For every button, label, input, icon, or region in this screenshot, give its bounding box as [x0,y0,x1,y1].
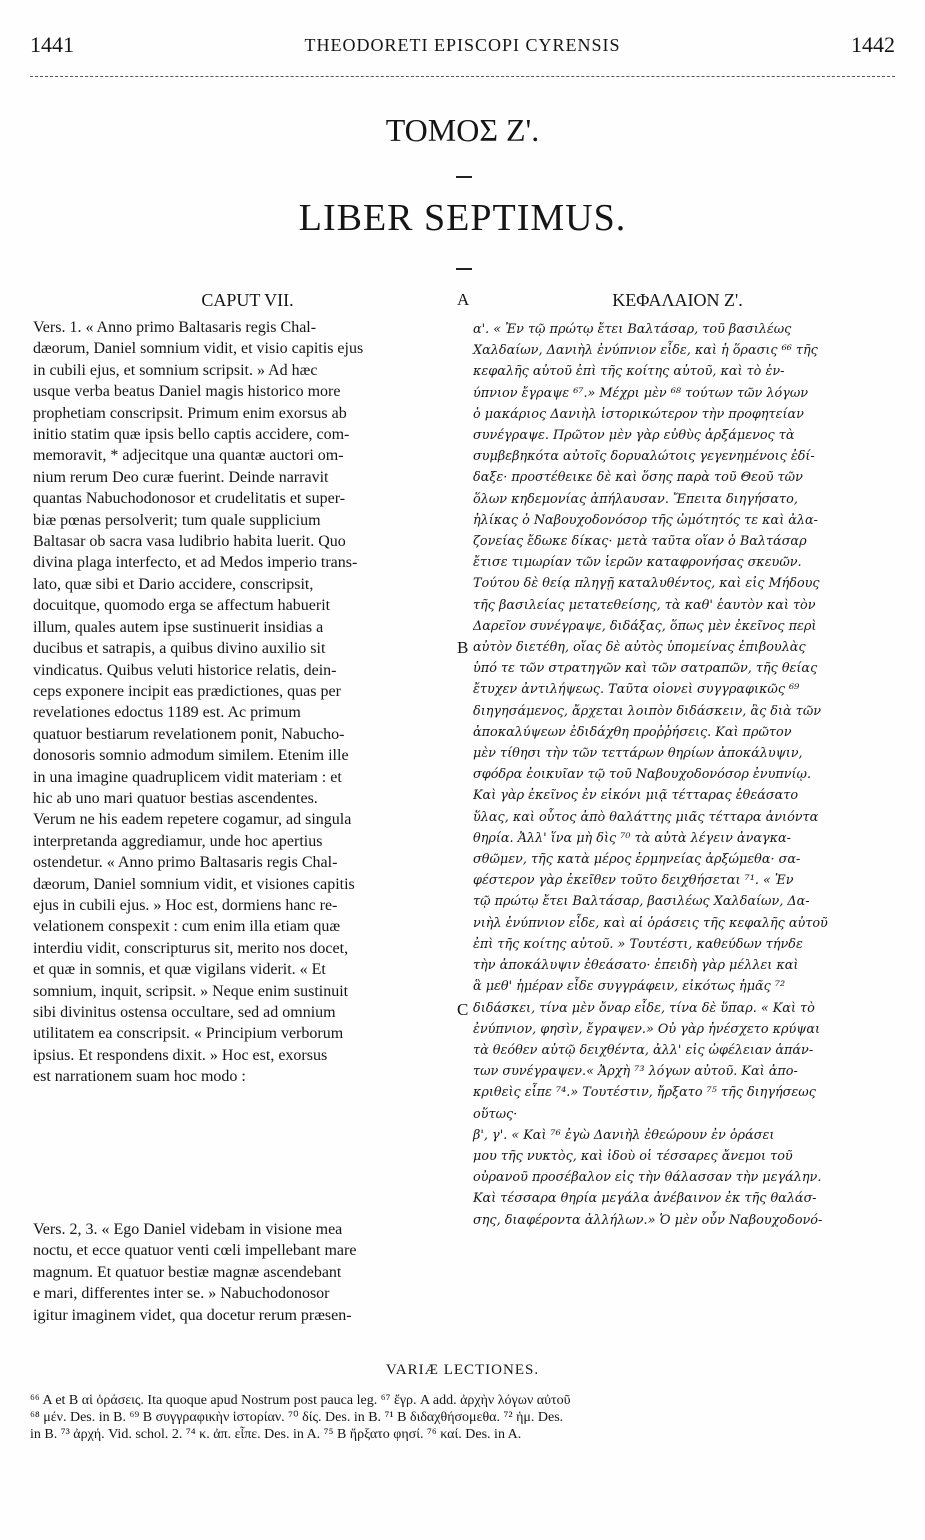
latin-text-line: somnium, inquit, scripsit. » Neque enim sustinuit [33,982,349,1000]
greek-text-line: ἡλίκας ὁ Ναβουχοδονόσορ τῆς ὠμότητός τε καὶ ἀλα- [473,512,818,528]
latin-text-line: quatuor bestiarum revelationem ponit, Nabucho- [33,725,345,743]
latin-text-line: ostendetur. « Anno primo Baltasaris regis Chal- [33,854,338,872]
latin-text-line: in cubili ejus, et somnium scripsit. » Ad hæc [33,361,318,379]
latin-text-line: Vers. 2, 3. « Ego Daniel videbam in visione mea [33,1221,343,1238]
greek-text-line: μὲν τίθησι τὴν τῶν τεττάρων θηρίων ἀποκάλυψιν, [473,746,803,762]
greek-text-line: των συνέγραψεν.« Ἀρχὴ ⁷³ λόγων αὐτοῦ. Καὶ ἀπο- [473,1064,798,1080]
greek-text-line: Τούτου δὲ θείᾳ πληγῇ καταλυθέντος, καὶ εἰς Μήδους [473,576,820,592]
running-header [30,32,895,60]
title-dash [456,176,472,178]
latin-text-line: est narrationem suam hoc modo : [33,1068,246,1086]
note-line: in B. ⁷³ ἀρχή. Vid. schol. 2. ⁷⁴ κ. ἀπ. εἶπε. Des. in A. ⁷⁵ B ἤρξατο φησί. ⁷⁶ καί. Des. in A. [30,1427,522,1442]
latin-column [33,317,448,1088]
greek-text-line: β', γ'. « Καὶ ⁷⁶ ἐγὼ Δανιὴλ ἐθεώρουν ἐν ὁράσει [473,1127,775,1143]
greek-text-line: δαξε· προστέθεικε δὲ καὶ ὅσης παρὰ τοῦ Θεοῦ τῶν [473,470,803,486]
latin-text-line: lato, quæ sibi et Dario accidere, conscripsit, [33,575,314,593]
greek-text-line: Χαλδαίων, Δανιὴλ ἐνύπνιον εἶδε, καὶ ἡ ὅρασις ⁶⁶ τῆς [473,343,818,359]
greek-text-line: ὕλας, καὶ οὗτος ἀπὸ θαλάττης μιᾶς τέτταρα ἀνιόντα [473,809,819,825]
page-number-left: 1441 [30,32,74,57]
margin-letter-c: C [457,1000,469,1019]
header-rule [30,76,895,77]
latin-text-line: noctu, et ecce quatuor venti cœli impellebant mare [33,1242,357,1260]
latin-text-line: prophetiam conscripsit. Primum enim exorsus ab [33,404,347,422]
greek-text-line: μου τῆς νυκτὸς, καὶ ἰδοὺ οἱ τέσσαρες ἄνεμοι τοῦ [473,1148,793,1164]
margin-letter-a: A [457,290,470,309]
latin-text-line: Verum ne his eadem repetere cogamur, ad singula [33,811,352,829]
latin-text-line: interdiu vidit, conscripturus sit, merito nos docet, [33,939,349,957]
greek-text-line: κεφαλῆς αὐτοῦ ἐπὶ τῆς κοίτης αὐτοῦ, καὶ τὸ ἐν- [473,364,785,380]
latin-text-line: ejus in cubili ejus. » Hoc est, dormiens hanc re- [33,896,338,914]
greek-text-line: αὐτὸν διετέθη, οἵας δὲ αὐτὸς ὑπομείνας ἐπιβουλὰς [473,640,806,656]
greek-text-line: ἐνύπνιον, φησὶν, ἔγραψεν.» Οὐ γὰρ ἠνέσχετο κρύψαι [473,1021,821,1037]
title-dash [456,268,472,270]
greek-column [473,319,893,1231]
latin-text-line: vindicatus. Quibus veluti historice relatis, dein- [33,661,337,679]
greek-text-line: ζονείας ἔδωκε δίκας· μετὰ ταῦτα οἵαν ὁ Βαλτάσαρ [473,534,807,550]
latin-text-line: Vers. 1. « Anno primo Baltasaris regis Chal- [33,319,317,336]
latin-text-line: illum, quales autem ipse sustinuerit insidias a [33,618,324,636]
greek-text-line: ὁ μακάριος Δανιὴλ ἱστορικώτερον τὴν προφητείαν [473,406,804,422]
latin-text-line: dæorum, Daniel somnium vidit, et visiones capitis [33,875,355,893]
greek-text-line: ἔτυχεν ἀντιλήψεως. Ταῦτα οἱονεὶ συγγραφικῶς ⁶⁹ [473,682,800,698]
latin-text-line: initio statim quæ ipsis bello captis accidere, com- [33,426,350,444]
margin-letter-b: B [457,638,469,657]
greek-text-line: α'. « Ἐν τῷ πρώτῳ ἔτει Βαλτάσαρ, τοῦ βασιλέως [473,322,792,337]
running-title: THEODORETI EPISCOPI CYRENSIS [304,35,621,55]
latin-text-line: ceps exponere incipit eas prædictiones, quas per [33,682,341,700]
greek-text-line: ἐπὶ τῆς κοίτης αὐτοῦ. » Τουτέστι, καθεύδων τήνδε [473,936,803,952]
latin-text-line: igitur imaginem videt, qua docetur rerum præsen- [33,1306,352,1324]
greek-text-line: ἀποκαλύψεων ἐδιδάχθη προῤῥήσεις. Καὶ πρῶτον [473,724,792,740]
greek-text-line: οὕτως· [473,1106,518,1122]
latin-text-line: interpretanda aggrediamur, unde hoc apertius [33,832,323,850]
greek-text-line: οὐρανοῦ προσέβαλον εἰς τὴν θάλασσαν τὴν μεγάλην. [473,1170,822,1186]
latin-chapter-heading: CAPUT VII. [201,290,294,310]
latin-text-line: magnum. Et quatuor bestiæ magnæ ascendebant [33,1263,342,1281]
note-line: ⁶⁸ μέν. Des. in B. ⁶⁹ B συγγραφικὴν ἱστορίαν. ⁷⁰ δίς. Des. in B. ⁷¹ B διδαχθήσομεθα. ⁷² ἡμ. Des. [30,1410,564,1425]
greek-text-line: Δαρεῖον συνέγραψε, διδάξας, ὅπως μὲν ἐκεῖνος περὶ [473,618,817,634]
latin-text-line: docuitque, quomodo erga se affectum habuerit [33,597,331,615]
latin-text-line: velationem conspexit : cum enim illa etiam quæ [33,918,341,936]
latin-text-line: quantas Nabuchodonosor et crudelitatis et super- [33,490,346,508]
greek-text-line: σφόδρα ἐοικυῖαν τῷ τοῦ Ναβουχοδονόσορ ἐνυπνίῳ. [473,767,812,783]
latin-text-line: revelationes edoctus 1189 est. Ac primum [33,704,301,722]
latin-text-line: donosoris somnio admodum similem. Etenim ille [33,747,349,765]
greek-text-line: ὑπό τε τῶν στρατηγῶν καὶ τῶν σατραπῶν, τῆς θείας [473,661,818,677]
greek-text-line: ύπνιον ἔγραψε ⁶⁷.» Μέχρι μὲν ⁶⁸ τούτων τῶν λόγων [473,385,809,401]
latin-text-line: sibi divinitus ostensa occultare, sed ad omnium [33,1004,336,1021]
latin-text-line: dæorum, Daniel somnium vidit, et visio capitis ejus [33,340,364,358]
greek-text-line: ἃ μεθ' ἡμέραν εἶδε συγγράφειν, εἰκότως ἡμᾶς ⁷² [473,979,786,995]
greek-chapter-heading: ΚΕΦΑΛΑΙΟΝ Ζ'. [612,290,743,310]
greek-text-line: συνέγραψε. Πρῶτον μὲν γὰρ εὐθὺς ἀρξάμενος τὰ [473,428,795,444]
greek-text-line: τὴν ἀποκάλυψιν ἐθεάσατο· ἐπειδὴ γὰρ μέλλει καὶ [473,958,799,974]
greek-text-line: σης, διαφέροντα ἀλλήλων.» Ὁ μὲν οὖν Ναβουχοδονό- [473,1212,823,1228]
note-line: ⁶⁶ A et B αἱ ὁράσεις. Ita quoque apud Nostrum post pauca leg. ⁶⁷ ἔγρ. A add. ἀρχὴν λόγων αὐτοῦ [30,1393,571,1408]
greek-text-line: τὰ θεόθεν αὐτῷ δειχθέντα, ἀλλ' εἰς ὠφέλειαν ἁπάν- [473,1042,814,1058]
greek-text-line: τῷ πρώτῳ ἔτει Βαλτάσαρ, βασιλέως Χαλδαίων, Δα- [473,894,810,910]
latin-text-line: et quæ in somnis, et quæ vigilans viderit. « Et [33,961,326,979]
latin-text-line: ducibus et satrapis, a quibus divino auxilio sit [33,640,326,658]
latin-text-line: usque verba beatus Daniel magis historico more [33,383,341,401]
latin-text-line: memoravit, * adjecitque una quantæ auctori om- [33,447,344,465]
latin-text-line: utilitatem ea conscripsit. « Principium verborum [33,1025,344,1043]
greek-text-line: τῆς βασιλείας μετατεθείσης, τὰ καθ' ἑαυτὸν καὶ τὸν [473,597,816,613]
latin-text-line: nium rerum Deo curæ fuerint. Deinde narravit [33,468,329,486]
latin-text-line: ipsius. Et respondens dixit. » Hoc est, exorsus [33,1046,328,1064]
variae-lectiones-title: VARIÆ LECTIONES. [385,1362,540,1378]
latin-text-line: divina plaga interfecto, et ad Medos imperio trans- [33,554,358,572]
greek-text-line: διδάσκει, τίνα μὲν ὄναρ εἶδε, τίνα δὲ ὕπαρ. « Καὶ τὸ [473,1000,815,1016]
page-number-right: 1442 [851,32,895,57]
greek-text-line: θηρία. Ἀλλ' ἵνα μὴ δὶς ⁷⁰ τὰ αὐτὰ λέγειν ἀναγκα- [473,830,792,846]
latin-text-line: biæ pœnas persolverit; tum quale supplicium [33,511,321,529]
greek-text-line: συμβεβηκότα αὐτοῖς δορυαλώτοις γεγενημένοις ἐδί- [473,449,815,465]
variant-readings-notes [30,1392,895,1443]
greek-text-line: Καὶ τέσσαρα θηρία μεγάλα ἀνέβαινον ἐκ τῆς θαλάσ- [473,1191,817,1207]
liber-title: LIBER SEPTIMUS. [298,197,627,239]
greek-text-line: ὅλων κηδεμονίας ἀπήλαυσαν. Ἔπειτα διηγήσατο, [473,491,798,507]
tomos-title: ΤΟΜΟΣ Ζ'. [385,112,540,148]
latin-text-line: hic ab uno mari quatuor bestias ascendentes. [33,789,318,807]
latin-text-line: Baltasar ob sacra vasa ludibrio habita luerit. Quo [33,533,346,551]
greek-text-line: φέστερον γὰρ ἐκεῖθεν τοῦτο δειχθήσεται ⁷¹. « Ἐν [473,873,794,889]
greek-text-line: σθῶμεν, τῆς κατὰ μέρος ἑρμηνείας ἀρξώμεθα· σα- [473,852,801,868]
greek-text-line: κριθεὶς εἶπε ⁷⁴.» Τουτέστιν, ἤρξατο ⁷⁵ τῆς διηγήσεως [473,1085,816,1101]
latin-column-continued [33,1219,448,1326]
greek-text-line: διηγησάμενος, ἄρχεται λοιπὸν διδάσκειν, ἃς διὰ τῶν [473,703,822,719]
greek-text-line: ἔτισε τιμωρίαν τῶν ἱερῶν καταφρονήσας σκευῶν. [473,555,802,571]
latin-text-line: e mari, differentes inter se. » Nabuchodonosor [33,1285,330,1303]
greek-text-line: Καὶ γὰρ ἐκεῖνος ἐν εἰκόνι μιᾷ τέτταρας ἐθεάσατο [473,788,799,804]
latin-text-line: in una imagine quadruplicem vidit materiam : et [33,768,342,786]
greek-text-line: νιὴλ ἐνύπνιον εἶδε, καὶ αἱ ὁράσεις τῆς κεφαλῆς αὐτοῦ [473,915,828,931]
